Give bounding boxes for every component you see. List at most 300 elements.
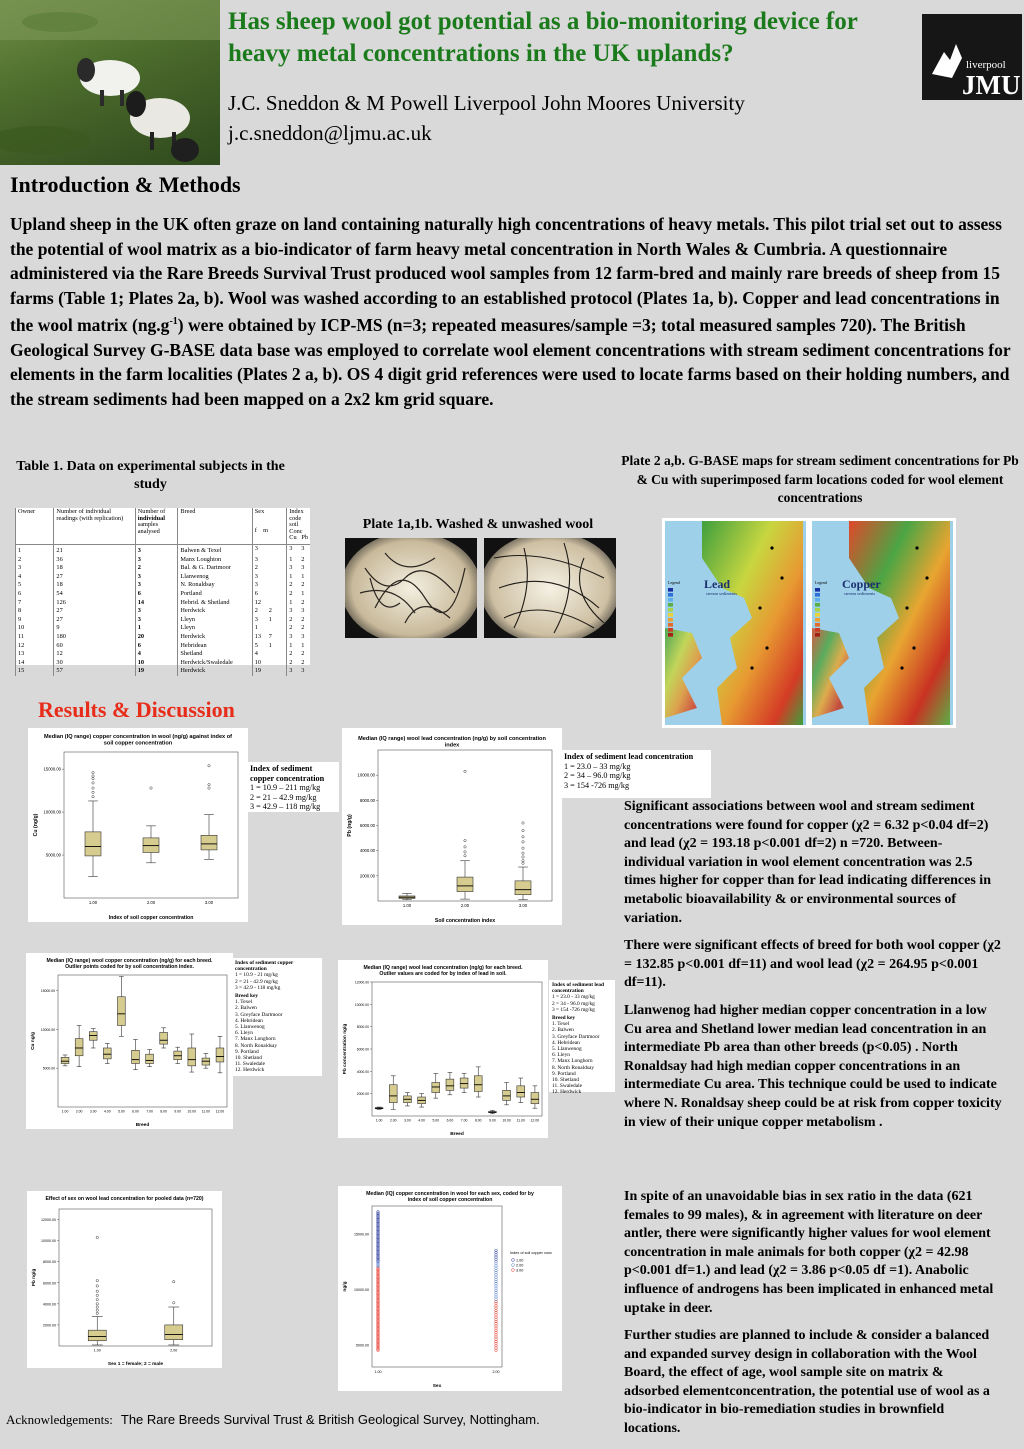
chart-pb-by-breed — [338, 960, 548, 1138]
box — [61, 1057, 69, 1063]
breed-key-item: 12. Herdwick — [552, 1089, 582, 1096]
svg-text:Lead: Lead — [704, 577, 731, 591]
legend-item: 3.00 — [516, 1268, 524, 1273]
y-axis-label: Pb (ng/g) — [347, 814, 353, 837]
table-row — [16, 650, 311, 659]
outlier-point — [96, 1285, 98, 1287]
x-tick-label: 7.00 — [146, 1109, 153, 1114]
svg-text:stream sediments: stream sediments — [706, 591, 738, 596]
outlier-point — [522, 822, 524, 824]
table-row — [16, 667, 311, 676]
outlier-point — [522, 847, 524, 849]
cell-readings: 30 — [54, 659, 135, 668]
intro-heading: Introduction & Methods — [10, 172, 241, 197]
box — [118, 997, 126, 1026]
cell-breed: Herdwick — [178, 633, 252, 642]
cell-index: 2 2 — [287, 581, 310, 590]
table-row — [16, 633, 311, 642]
y-tick-label: 5000.00 — [45, 852, 61, 858]
plot-frame — [372, 1206, 502, 1367]
y-tick-label: 5000.00 — [42, 1066, 55, 1071]
y-tick-label: 10000.00 — [40, 1027, 55, 1032]
cell-owner: 6 — [16, 590, 54, 599]
cell-samples: 3 — [135, 607, 178, 616]
box — [460, 1078, 468, 1088]
x-tick-label: 1.00 — [88, 900, 98, 906]
cell-sex: 10 — [252, 659, 286, 668]
chart-title: Effect of sex on wool lead concentration for pooled data (n=720) — [45, 1196, 204, 1202]
legend-swatch — [512, 1259, 515, 1262]
breed-key-item: 11. Swaledale — [552, 1083, 583, 1090]
box — [85, 832, 101, 856]
map-legend-swatch — [815, 633, 820, 637]
y-axis-label: Cu ng/g — [31, 1032, 36, 1050]
map-legend-swatch — [668, 628, 673, 632]
y-tick-label: 10000.00 — [354, 1002, 369, 1007]
breed-key-item: 11. Swaledale — [235, 1061, 266, 1068]
map-legend-swatch — [668, 588, 673, 592]
table1 — [15, 508, 310, 675]
cell-index: 1 2 — [287, 599, 310, 608]
table-row — [16, 599, 311, 608]
table-row — [16, 624, 311, 633]
outlier-point — [522, 852, 524, 854]
outlier-point — [92, 771, 94, 773]
cell-readings: 27 — [54, 573, 135, 582]
outlier-point — [522, 856, 524, 858]
chart-title: Median (IQ range) wool copper concentration (ng/g) for each breed. Outlier points coded for by soil concentration index. — [46, 958, 213, 971]
cell-breed: Lleyn — [178, 616, 252, 625]
breed-key-item: 3. Greyface Dartmoor — [552, 1033, 600, 1040]
paragraph-associations: Significant associations between wool and stream sediment concentrations were found for copper (χ2 = 6.32 p<0.04 df=2) and lead (χ2 = 193.18 p<0.001 df=2) n =720. Between-individual variation in wool element concentration was 2.5 times higher for copper than for lead indicating differences in metabolic bioavailability & or environmental sources of variation. — [624, 799, 991, 926]
cell-owner: 9 — [16, 616, 54, 625]
outlier-point — [96, 1309, 98, 1311]
cell-breed: Herdwick — [178, 607, 252, 616]
x-tick-label: 5.00 — [118, 1109, 125, 1114]
cell-samples: 10 — [135, 659, 178, 668]
outlier-point — [173, 1281, 175, 1283]
y-tick-label: 2000.00 — [43, 1323, 56, 1328]
map-legend-swatch — [815, 608, 820, 612]
cell-readings: 54 — [54, 590, 135, 599]
cell-samples: 3 — [135, 556, 178, 565]
box — [216, 1048, 224, 1062]
breed-key-item: 1. Texel — [552, 1021, 570, 1028]
breed-key-item: 8. North Ronaldsay — [235, 1042, 278, 1049]
map-legend-swatch — [815, 623, 820, 627]
x-tick-label: 3.00 — [404, 1118, 411, 1123]
x-axis-label: Index of soil copper concentration — [108, 915, 194, 921]
x-tick-label: 7.00 — [460, 1118, 468, 1123]
outlier-point — [96, 1294, 98, 1296]
x-tick-label: 3.00 — [204, 900, 214, 906]
cell-owner: 14 — [16, 659, 54, 668]
table-row — [16, 564, 311, 573]
cell-breed: N. Ronaldsay — [178, 581, 252, 590]
authors: J.C. Sneddon & M Powell Liverpool John Moores University — [228, 91, 745, 115]
cell-index: 3 3 — [287, 564, 310, 573]
cell-samples: 3 — [135, 616, 178, 625]
x-tick-label: 10.00 — [187, 1109, 197, 1114]
y-tick-label: 15000.00 — [43, 766, 61, 772]
map-legend-swatch — [815, 598, 820, 602]
legend-item: 1.00 — [516, 1258, 524, 1263]
cell-samples: 3 — [135, 545, 178, 556]
cell-readings: 9 — [54, 624, 135, 633]
cell-owner: 13 — [16, 650, 54, 659]
x-tick-label: 5.00 — [432, 1118, 440, 1123]
map-legend-swatch — [668, 608, 673, 612]
y-axis-label: Cu (ng/g) — [33, 813, 39, 837]
outlier-point — [92, 777, 94, 779]
x-tick-label: 1.00 — [93, 1348, 101, 1353]
y-tick-label: 12000.00 — [354, 980, 369, 985]
table-row — [16, 581, 311, 590]
wool-washed-micrograph — [345, 538, 477, 638]
x-tick-label: 6.00 — [446, 1118, 454, 1123]
y-tick-label: 10000.00 — [41, 1239, 56, 1244]
legend-cu-index: Index of sediment copper concentration 1 = 10.9 – 211 mg/kg 2 = 21 – 42.9 mg/kg 3 = 42.9 – 118 mg/kg — [247, 762, 339, 812]
cell-index: 2 1 — [287, 590, 310, 599]
outlier-point — [464, 851, 466, 853]
box — [88, 1330, 106, 1341]
y-tick-label: 10000.00 — [357, 772, 375, 778]
x-axis-label: Sex — [432, 1384, 442, 1389]
outlier-point — [208, 783, 210, 785]
x-tick-label: 8.00 — [160, 1109, 167, 1114]
cell-samples: 3 — [135, 581, 178, 590]
svg-text:Copper: Copper — [842, 577, 881, 591]
table-row — [16, 556, 311, 565]
x-tick-label: 3.00 — [89, 1109, 97, 1114]
box — [103, 1048, 111, 1059]
y-tick-label: 10000.00 — [43, 809, 61, 815]
x-axis-label: Breed — [135, 1123, 150, 1128]
outlier-point — [92, 782, 94, 784]
breed-key-item: 3. Greyface Dartmoor — [235, 1011, 283, 1018]
y-tick-label: 8000.00 — [43, 1260, 56, 1265]
x-tick-label: 8.00 — [474, 1118, 482, 1123]
box — [188, 1048, 196, 1066]
y-tick-label: 2000.00 — [359, 873, 375, 879]
x-tick-label: 3.00 — [518, 903, 528, 909]
cell-sex: 3 1 — [252, 616, 286, 625]
cell-index: 2 2 — [287, 624, 310, 633]
cell-samples: 6 — [135, 642, 178, 651]
outlier-point — [92, 791, 94, 793]
box — [531, 1093, 539, 1104]
chart-cu-by-sex — [338, 1186, 562, 1391]
outlier-point — [464, 855, 466, 857]
cell-readings: 27 — [54, 616, 135, 625]
breed-key-item: 4. Hebridean — [552, 1039, 580, 1046]
outlier-point — [96, 1290, 98, 1292]
table-row — [16, 607, 311, 616]
chart-pb-by-sex — [27, 1191, 222, 1368]
outlier-point — [96, 1236, 98, 1238]
cell-owner: 5 — [16, 581, 54, 590]
breed-key-item: 12. Herdwick — [235, 1067, 265, 1074]
table-header-row — [16, 508, 311, 545]
y-tick-label: 8000.00 — [356, 1025, 369, 1030]
breed-key-item: 1. Texel — [235, 999, 253, 1006]
cell-index: 1 1 — [287, 573, 310, 582]
box — [160, 1032, 168, 1044]
y-tick-label: 12000.00 — [41, 1218, 56, 1223]
breed-key-item: 6. Lleyn — [235, 1030, 253, 1037]
outlier-point — [92, 795, 94, 797]
map-legend-swatch — [815, 618, 820, 622]
y-axis-label: Pb concentration ng/g — [343, 1023, 348, 1075]
cell-sex: 5 1 — [252, 642, 286, 651]
map-legend-swatch — [815, 603, 820, 607]
table-row — [16, 573, 311, 582]
col-owner: Owner — [16, 508, 54, 545]
cell-sex: 13 7 — [252, 633, 286, 642]
breed-key-item: 8. North Ronaldsay — [552, 1064, 595, 1071]
cell-sex: 3 — [252, 556, 286, 565]
cell-breed: Bal. & G. Dartmoor — [178, 564, 252, 573]
outlier-point — [96, 1312, 98, 1314]
map-legend-swatch — [815, 613, 820, 617]
outlier-point — [522, 841, 524, 843]
outlier-point — [464, 839, 466, 841]
x-tick-label: 1.00 — [374, 1370, 382, 1374]
x-tick-label: 2.00 — [170, 1348, 178, 1353]
x-tick-label: 2.00 — [75, 1109, 83, 1114]
cell-breed: Hebridean — [178, 642, 252, 651]
box — [446, 1079, 454, 1090]
x-tick-label: 2.00 — [389, 1118, 397, 1123]
paragraph-sex-bias: In spite of an unavoidable bias in sex ratio in the data (621 females to 99 males), & in agreement with literature on deer antler, there were significantly higher values for wool element concentration in male animals for both copper (χ2 = 42.98 p<0.001 df=1.) and lead (χ2 = 3.86 p<0.05 df =1). Anabolic influence of androgens has been implicated in enhanced metal uptake in deer. — [624, 1189, 994, 1316]
cell-readings: 180 — [54, 633, 135, 642]
y-tick-label: 4000.00 — [356, 1069, 369, 1074]
outlier-point — [522, 862, 524, 864]
x-axis-label: Breed — [450, 1132, 464, 1137]
y-tick-label: 15000.00 — [354, 1232, 369, 1237]
x-axis-label: Soil concentration index — [434, 918, 496, 924]
cell-samples: 3 — [135, 573, 178, 582]
y-tick-label: 10000.00 — [354, 1287, 369, 1292]
chart-title: Median (IQ) copper concentration in wool for each sex, coded for by index of soil copper concentration — [366, 1191, 534, 1204]
map-legend-swatch — [668, 618, 673, 622]
outlier-point — [150, 787, 152, 789]
box — [503, 1090, 511, 1100]
breed-key-item: 10. Shetland — [552, 1077, 579, 1084]
intro-text: Upland sheep in the UK often graze on land containing naturally high concentrations of heavy metals. This pilot trial set out to assess the potential of wool matrix as a bio-indicator of farm heavy metal concentration in North Wales & Cumbria. A questionnaire administered via the Rare Breeds Survival Trust produced wool samples from 12 farm-bred and mainly rare breeds of sheep from 15 farms (Table 1; Plates 2a, b). Wool was washed according to an established protocol (Plates 1a, b). Copper and lead concentrations in the wool matrix $(ng.g^{-1})$ were obtained by ICP-MS (n=3; repeated measures/sample =3; total measured samples 720). The British Geological Survey G-BASE data base was employed to correlate wool element concentrations with stream sediment concentrations for elements in the farm localities (Plates 2 a, b). OS 4 digit grid references were used to locate farms based on their holding numbers, and the stream sediments had been mapped on a 2x2 km grid square. — [10, 214, 1011, 409]
cell-sex: 3 — [252, 573, 286, 582]
cell-sex: 2 — [252, 564, 286, 573]
legend-cu-breed: Index of sediment copper concentration 1 = 10.9 - 21 mg/kg 2 = 21 - 42.9 mg/kg 3 = 42.9 - 118 mg/kg Breed key 1. Texel 2. Balwen 3. Greyface Dartmoor 4. Hebridean 5. Llanwenog 6. Lleyn 7. Manx Longhorn 8. North Ronaldsay 9. Portland 10. Shetland 11. Swaledale 12. Herdwick — [232, 958, 322, 1076]
svg-text:liverpool: liverpool — [966, 59, 1006, 71]
x-tick-label: 2.00 — [146, 900, 156, 906]
cell-readings: 36 — [54, 556, 135, 565]
breed-key-item: 4. Hebridean — [235, 1017, 263, 1024]
table-row — [16, 642, 311, 651]
cell-index: 1 1 — [287, 642, 310, 651]
map-legend-swatch — [815, 593, 820, 597]
cell-breed: Portland — [178, 590, 252, 599]
chart-pb-by-soil-index — [342, 728, 562, 925]
cell-breed: Herdwick/Swaledale — [178, 659, 252, 668]
cell-breed: Shetland — [178, 650, 252, 659]
cell-samples: 19 — [135, 667, 178, 676]
chart-cu-by-soil-index — [28, 728, 248, 922]
chart-title: Median (IQ range) wool lead concentration (ng/g) for each breed. Outlier values are coded for by index of lead in soil. — [363, 965, 523, 978]
cell-owner: 15 — [16, 667, 54, 676]
cell-owner: 8 — [16, 607, 54, 616]
cell-readings: 60 — [54, 642, 135, 651]
cell-owner: 4 — [16, 573, 54, 582]
cell-index: 1 2 — [287, 556, 310, 565]
cell-index: 3 3 — [287, 607, 310, 616]
y-tick-label: 4000.00 — [359, 848, 375, 854]
cell-readings: 12 — [54, 650, 135, 659]
breed-key-item: 2. Balwen — [235, 1005, 257, 1012]
y-tick-label: 2000.00 — [356, 1092, 369, 1097]
cell-index: 2 2 — [287, 616, 310, 625]
x-tick-label: 2.00 — [460, 903, 470, 909]
svg-text:JMU: JMU — [962, 70, 1021, 100]
liver-bird-icon — [932, 44, 962, 78]
cell-breed: Llanwenog — [178, 573, 252, 582]
outlier-point — [96, 1279, 98, 1281]
x-tick-label: 10.00 — [502, 1118, 511, 1123]
box — [432, 1083, 440, 1093]
map-legend-swatch — [668, 633, 673, 637]
cell-samples: 6 — [135, 590, 178, 599]
x-tick-label: 11.00 — [516, 1118, 525, 1123]
map-legend-swatch — [668, 603, 673, 607]
y-tick-label: 8000.00 — [359, 797, 375, 803]
cell-owner: 12 — [16, 642, 54, 651]
x-tick-label: 1.00 — [402, 903, 412, 909]
plot-frame — [58, 975, 227, 1107]
cell-sex: 3 — [252, 545, 286, 556]
svg-text:Legend: Legend — [668, 580, 680, 585]
cell-owner: 1 — [16, 545, 54, 556]
y-axis-label: Pb ng/g — [32, 1268, 37, 1287]
legend-pb-breed: Index of sediment lead concentration 1 = 23.0 - 33 mg/kg 2 = 34 - 96.0 mg/kg 3 = 154 -726 mg/kg Breed key 1. Texel 2. Balwen 3. Greyface Dartmoor 4. Hebridean 5. Llanwenog 6. Lleyn 7. Manx Longhorn 8. North Ronaldsay 9. Portland 10. Shetland 11. Swaledale 12. Herdwick — [549, 980, 615, 1092]
col-breed: Breed — [178, 508, 252, 545]
box — [132, 1050, 140, 1063]
cell-breed: Manx Loughton — [178, 556, 252, 565]
cell-samples: 20 — [135, 633, 178, 642]
cell-breed: Hebrid. & Shetland — [178, 599, 252, 608]
plot-frame — [372, 982, 542, 1116]
box — [201, 835, 217, 850]
paragraph-further-studies: Further studies are planned to include & consider a balanced and expanded survey design in collaboration with the Wool Board, the effect of age, wool sample site on matrix & adsorbed elementconcentration, the potential use of wool as a bio-indicator in bio-remediation studies in brownfield locations. — [624, 1328, 990, 1436]
gbase-maps — [662, 518, 956, 728]
box — [165, 1325, 183, 1340]
y-tick-label: 6000.00 — [43, 1281, 56, 1286]
cell-owner: 7 — [16, 599, 54, 608]
map-legend-swatch — [668, 598, 673, 602]
svg-text:Legend: Legend — [815, 580, 827, 585]
outlier-point — [522, 860, 524, 862]
cell-readings: 21 — [54, 545, 135, 556]
map-legend-swatch — [815, 588, 820, 592]
breed-key-item: 7. Manx Longhorn — [235, 1036, 276, 1043]
x-tick-label: 9.00 — [489, 1118, 496, 1123]
col-readings: Number of individual readings (with replication) — [54, 508, 135, 545]
map-legend-swatch — [668, 613, 673, 617]
box — [457, 877, 473, 891]
cell-readings: 57 — [54, 667, 135, 676]
x-tick-label: 6.00 — [132, 1109, 139, 1114]
col-samples: Number of individual samples analysed — [135, 508, 178, 545]
cell-readings: 27 — [54, 607, 135, 616]
breed-key-item: 5. Llanwenog — [552, 1046, 582, 1053]
box — [517, 1086, 525, 1097]
wool-unwashed-micrograph — [484, 538, 616, 638]
table-row — [16, 545, 311, 556]
acknowledgements: Acknowledgements: The Rare Breeds Survival Trust & British Geological Survey, Nottingham. — [6, 1412, 540, 1427]
cell-index: 2 2 — [287, 650, 310, 659]
cell-breed: Herdwick — [178, 667, 252, 676]
x-tick-label: 9.00 — [174, 1109, 182, 1114]
x-tick-label: 4.00 — [418, 1118, 425, 1123]
authors-block — [228, 88, 918, 148]
cell-index: 3 3 — [287, 667, 310, 676]
cell-sex: 4 — [252, 650, 286, 659]
x-tick-label: 2.00 — [492, 1370, 500, 1374]
sheep-photo — [0, 0, 220, 165]
table1-caption: Table 1. Data on experimental subjects in the study — [16, 459, 285, 492]
cell-breed: Lleyn — [178, 624, 252, 633]
outlier-point — [96, 1306, 98, 1308]
breed-key-item: 9. Portland — [235, 1048, 259, 1055]
cell-owner: 11 — [16, 633, 54, 642]
map-legend-swatch — [668, 623, 673, 627]
cell-samples: 14 — [135, 599, 178, 608]
email: j.c.sneddon@ljmu.ac.uk — [228, 121, 432, 145]
cell-samples: 1 — [135, 624, 178, 633]
x-tick-label: 12.00 — [215, 1109, 225, 1114]
outlier-point — [208, 765, 210, 767]
cell-sex: 3 — [252, 581, 286, 590]
plot-frame — [59, 1209, 212, 1346]
outlier-point — [96, 1303, 98, 1305]
outlier-point — [96, 1298, 98, 1300]
outlier-point — [92, 775, 94, 777]
cell-index: 3 3 — [287, 633, 310, 642]
outlier-point — [522, 836, 524, 838]
x-tick-label: 12.00 — [530, 1118, 540, 1123]
breed-key-item: 7. Manx Longhorn — [552, 1058, 593, 1065]
ljmu-logo — [922, 14, 1022, 100]
outlier-point — [173, 1302, 175, 1304]
box — [389, 1085, 397, 1103]
table-row — [16, 616, 311, 625]
breed-key-item: 2. Balwen — [552, 1027, 574, 1034]
chart-title: Median (IQ range) copper concentration in wool (ng/g) against index of soil copper concentration — [43, 734, 233, 747]
plot-frame — [64, 752, 238, 898]
x-tick-label: 11.00 — [201, 1109, 210, 1114]
plate2-caption: Plate 2 a,b. G-BASE maps for stream sediment concentrations for Pb & Cu with superimposed farm locations coded for wool element concentrations — [621, 453, 1019, 505]
x-axis-label: Sex 1 = female; 2 = male — [107, 1362, 164, 1367]
cell-sex: 1 — [252, 624, 286, 633]
svg-text:stream sediments: stream sediments — [844, 591, 876, 596]
cell-sex: 2 2 — [252, 607, 286, 616]
cell-sex: 19 — [252, 667, 286, 676]
cell-breed: Balwen & Texel — [178, 545, 252, 556]
paragraph-breed-effects: There were significant effects of breed for both wool copper (χ2 = 132.85 p<0.001 df=11) and wool lead (χ2 = 264.95 p<0.001 df=11). — [624, 938, 1001, 991]
outlier-point — [208, 787, 210, 789]
breed-key-item: 9. Portland — [552, 1070, 576, 1077]
cell-sex: 12 — [252, 599, 286, 608]
col-index: Index code soil Conc Cu Pb — [287, 508, 310, 545]
